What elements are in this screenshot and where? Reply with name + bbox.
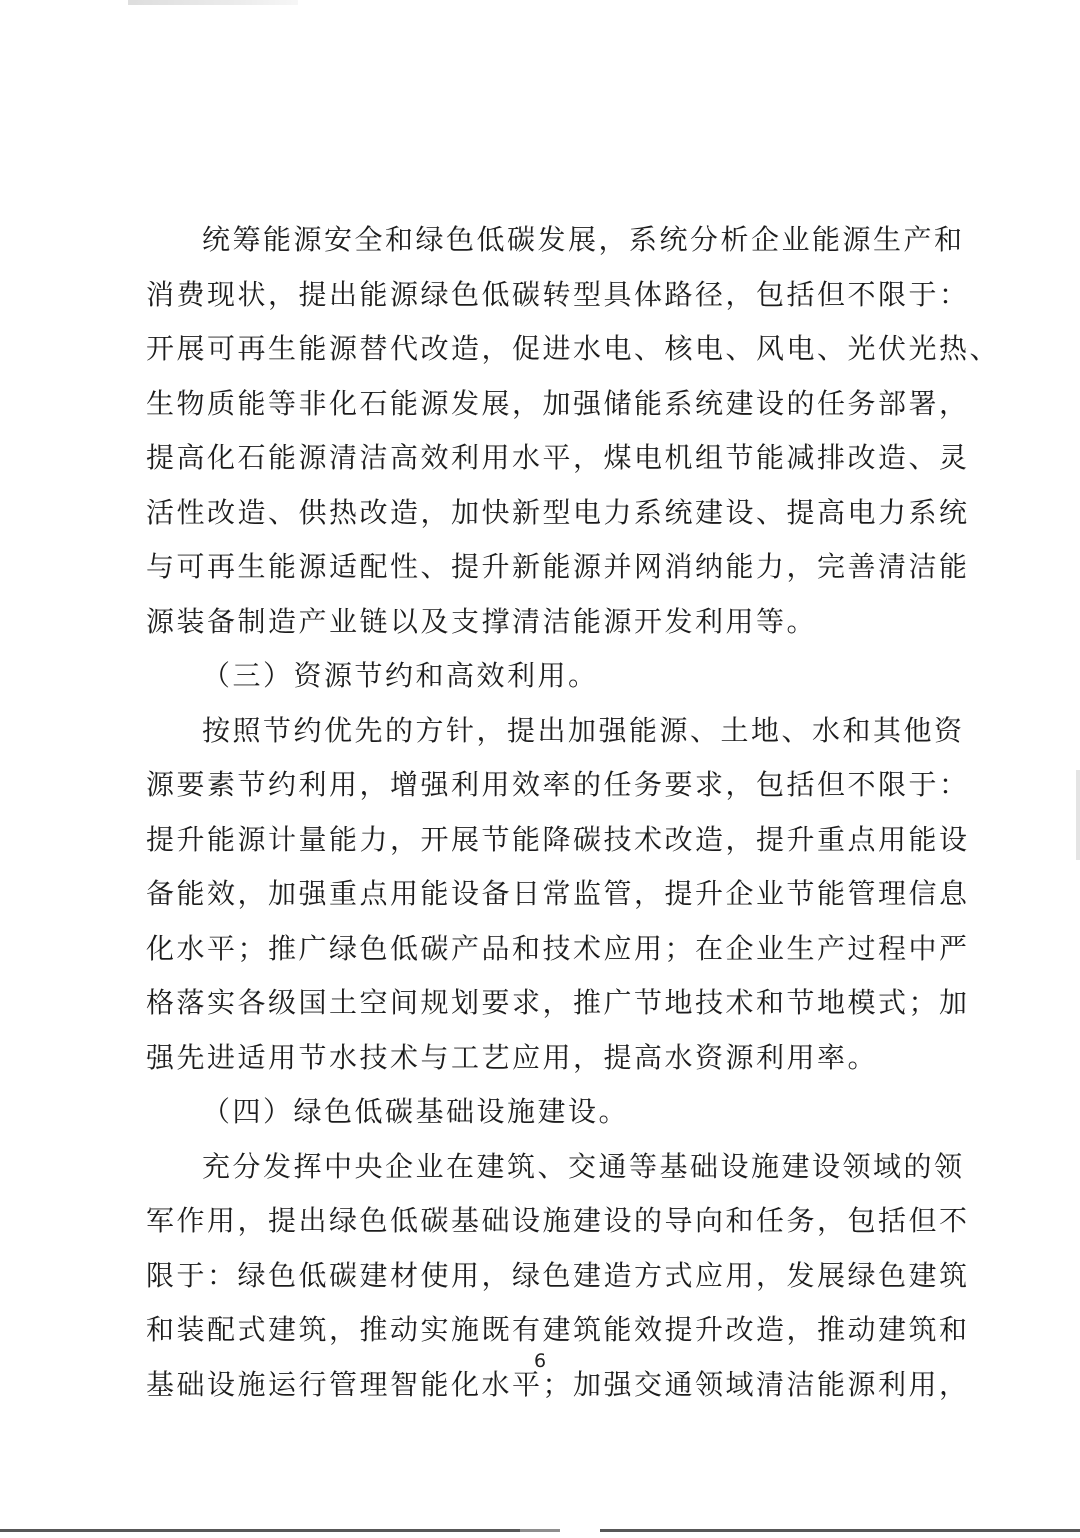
paragraph-line: 提高化石能源清洁高效利用水平，煤电机组节能减排改造、灵 [146,441,970,474]
paragraph-line: 化水平；推广绿色低碳产品和技术应用；在企业生产过程中严 [146,931,970,965]
paragraph-line: 源装备制造产业链以及支撑清洁能源开发利用等。 [146,604,818,638]
right-edge-artifact [1076,770,1080,860]
paragraph-line: 军作用，提出绿色低碳基础设施建设的导向和任务，包括但不 [146,1204,970,1237]
section-heading-three: （三）资源节约和高效利用。 [202,659,599,692]
paragraph-line: 生物质能等非化石能源发展，加强储能系统建设的任务部署， [146,386,970,420]
paragraph-line: 消费现状，提出能源绿色低碳转型具体路径，包括但不限于： [146,277,970,311]
document-body [146,213,1001,1412]
paragraph-line: 开展可再生能源替代改造，促进水电、核电、风电、光伏光热、 [146,332,1001,365]
page-number: 6 [533,1350,547,1372]
paragraph-line: 基础设施运行管理智能化水平；加强交通领域清洁能源利用， [146,1367,970,1401]
section-heading-four: （四）绿色低碳基础设施建设。 [202,1095,630,1128]
bottom-edge-rule [0,1529,1080,1532]
paragraph-line: 和装配式建筑，推动实施既有建筑能效提升改造，推动建筑和 [146,1313,970,1346]
paragraph-line: 统筹能源安全和绿色低碳发展，系统分析企业能源生产和 [202,223,965,256]
paragraph-line: 限于：绿色低碳建材使用，绿色建造方式应用，发展绿色建筑 [146,1258,970,1292]
top-edge-artifact [128,0,298,5]
paragraph-line: 活性改造、供热改造，加快新型电力系统建设、提高电力系统 [146,495,970,529]
paragraph-line: 提升能源计量能力，开展节能降碳技术改造，提升重点用能设 [146,822,970,856]
paragraph-line: 按照节约优先的方针，提出加强能源、土地、水和其他资 [202,713,965,747]
paragraph-line: 充分发挥中央企业在建筑、交通等基础设施建设领域的领 [202,1149,965,1183]
paragraph-line: 强先进适用节水技术与工艺应用，提高水资源利用率。 [146,1040,879,1074]
paragraph-line: 格落实各级国土空间规划要求，推广节地技术和节地模式；加 [146,986,970,1019]
paragraph-line: 源要素节约利用，增强利用效率的任务要求，包括但不限于： [146,768,970,801]
paragraph-line: 备能效，加强重点用能设备日常监管，提升企业节能管理信息 [146,877,970,910]
paragraph-line: 与可再生能源适配性、提升新能源并网消纳能力，完善清洁能 [146,550,970,583]
